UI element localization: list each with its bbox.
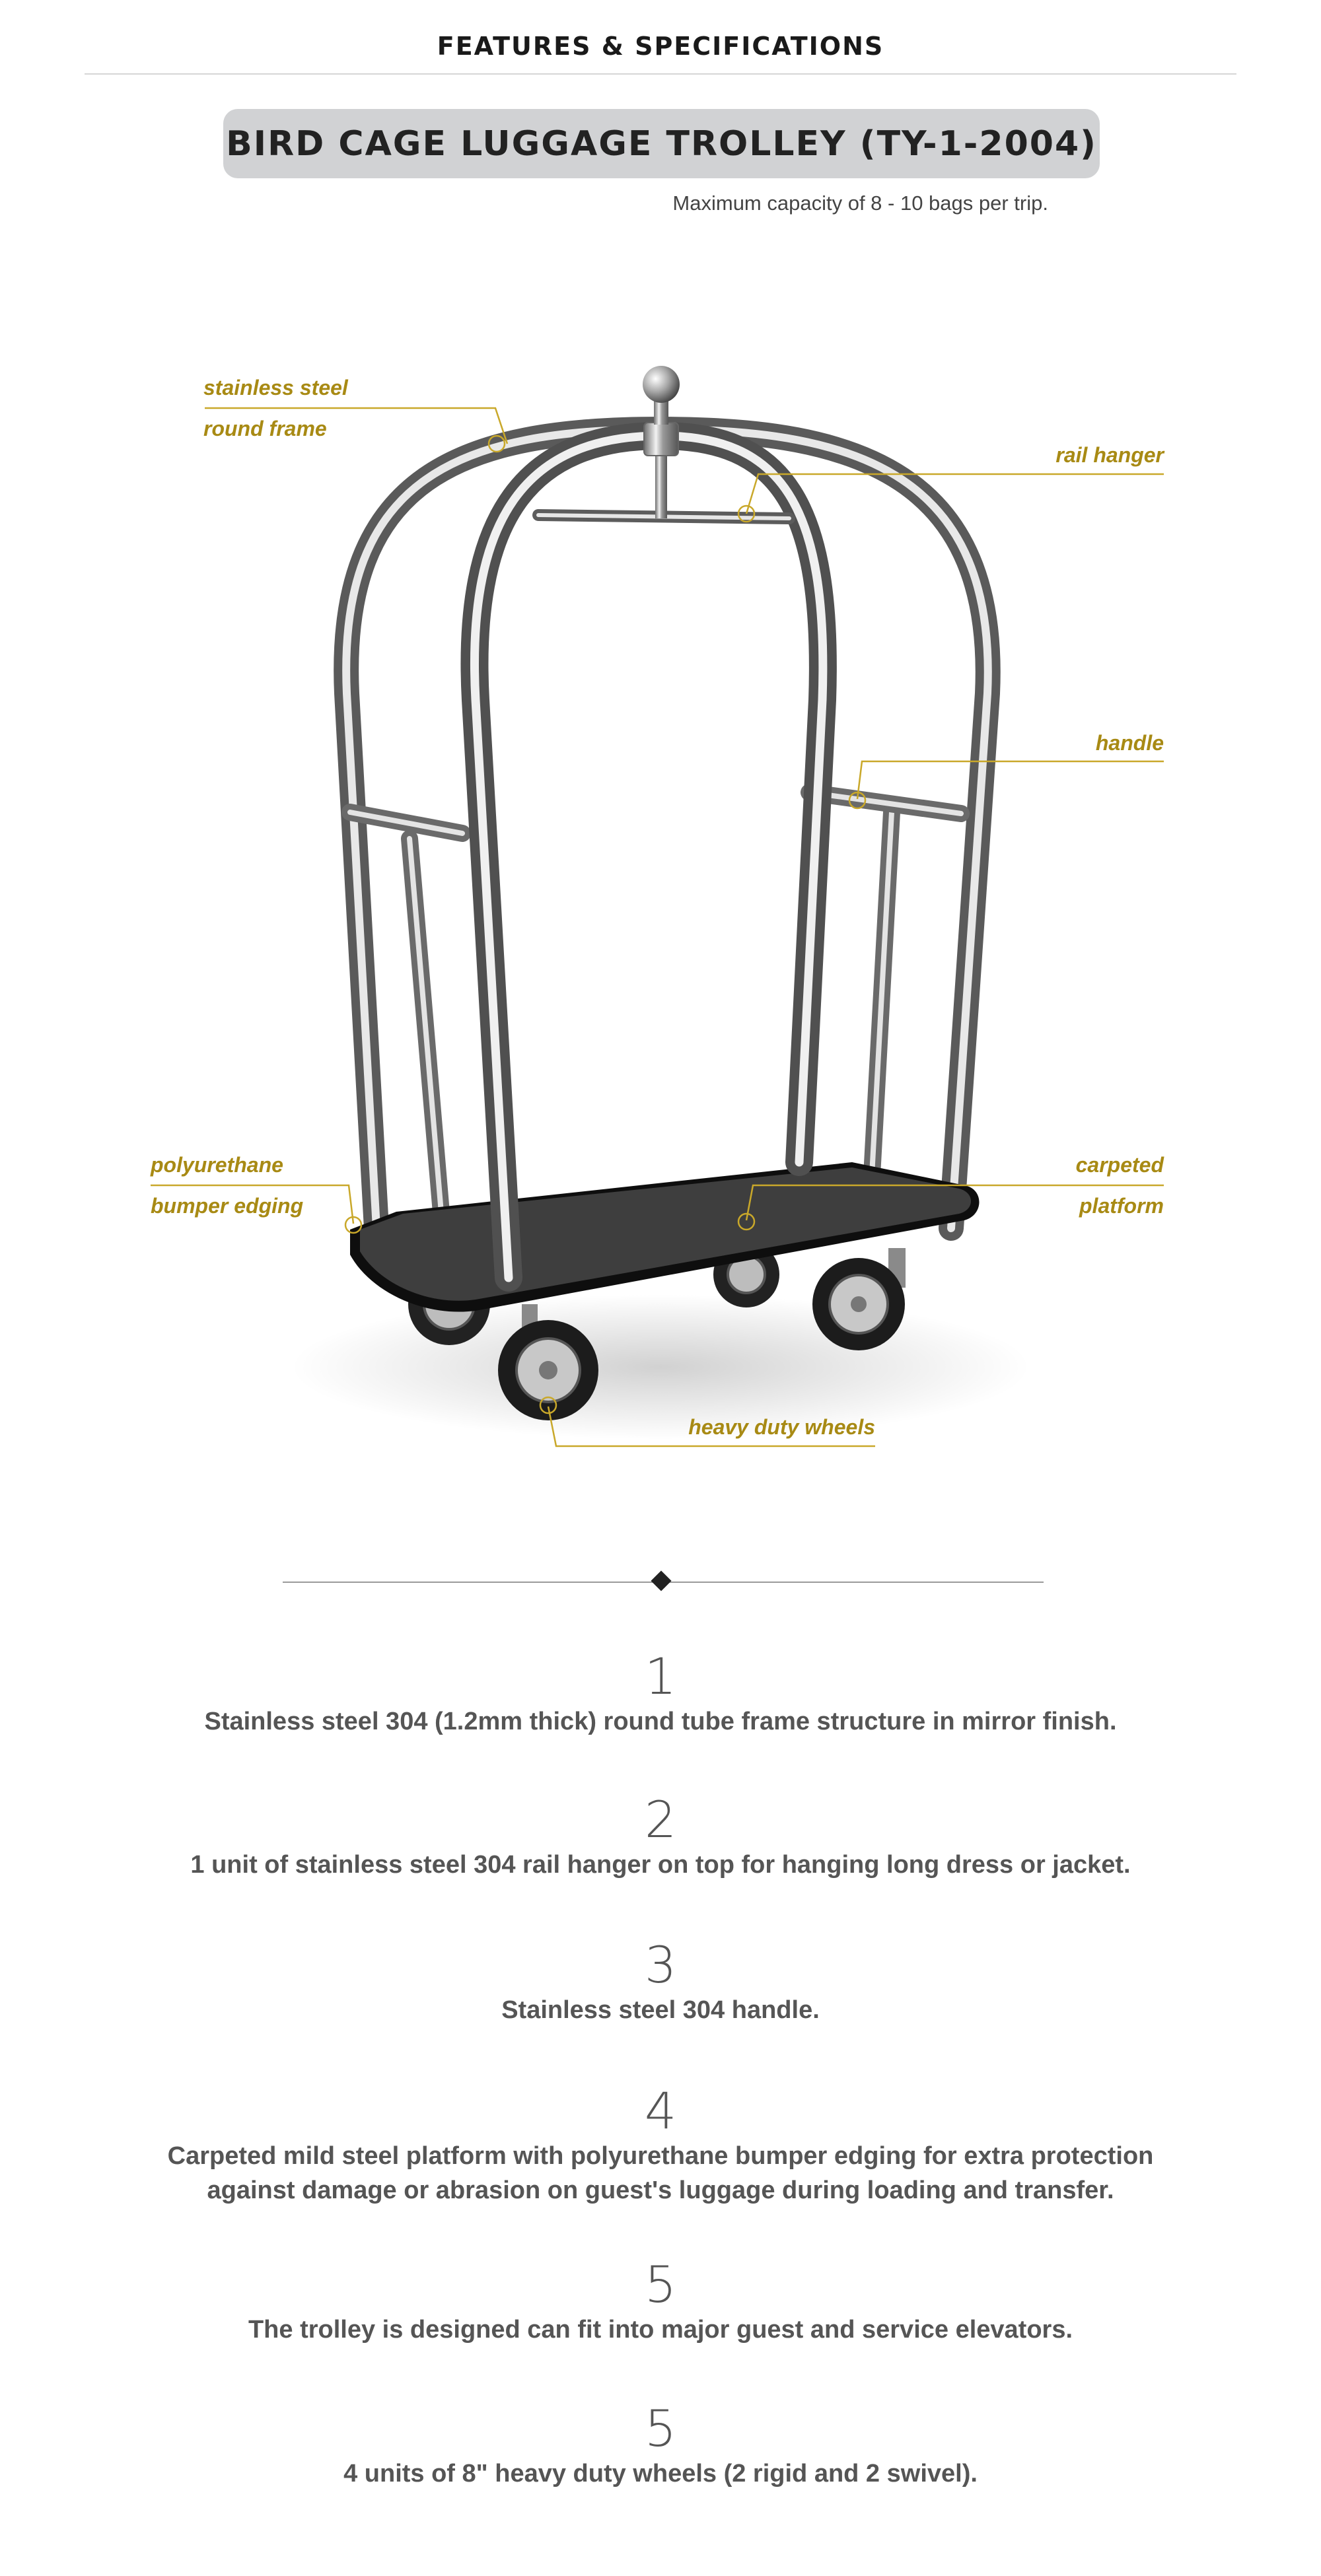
callout-bumper-line1: polyurethane	[151, 1153, 283, 1177]
callout-leaders	[151, 408, 1164, 1446]
callout-platform	[1076, 1144, 1164, 1226]
feature-text: The trolley is designed can fit into major guest and service elevators.	[248, 2316, 1073, 2344]
feature-text-line2: against damage or abrasion on guest's luggage during loading and transfer.	[207, 2176, 1114, 2204]
feature-item-6	[0, 2401, 1321, 2491]
feature-item-4	[0, 2083, 1321, 2208]
feature-text: 4 units of 8" heavy duty wheels (2 rigid and 2 swivel).	[343, 2460, 978, 2488]
callout-handle: handle	[1095, 731, 1164, 755]
feature-item-3	[0, 1937, 1321, 2027]
front-arch	[474, 436, 822, 1278]
feature-text-line1: Carpeted mild steel platform with polyurethane bumper edging for extra protection	[167, 2142, 1154, 2170]
feature-item-2	[0, 1792, 1321, 1882]
feature-number: 5	[644, 2399, 677, 2458]
callout-bumper	[151, 1144, 303, 1226]
feature-item-1	[0, 1649, 1321, 1739]
feature-text: Stainless steel 304 handle.	[501, 1996, 820, 2024]
section-title: FEATURES & SPECIFICATIONS	[437, 32, 884, 61]
feature-item-5	[0, 2257, 1321, 2347]
callout-platform-line1: carpeted	[1075, 1153, 1164, 1177]
callout-frame	[203, 367, 348, 449]
feature-number: 3	[644, 1935, 677, 1994]
feature-number: 2	[644, 1790, 677, 1849]
callout-bumper-line2: bumper edging	[151, 1194, 304, 1218]
callout-wheels: heavy duty wheels	[688, 1415, 875, 1439]
feature-number: 5	[644, 2255, 677, 2314]
product-title: BIRD CAGE LUGGAGE TROLLEY (TY-1-2004)	[226, 123, 1097, 164]
handles	[350, 792, 961, 833]
feature-text: Stainless steel 304 (1.2mm thick) round tube frame structure in mirror finish.	[204, 1708, 1117, 1735]
capacity-note: Maximum capacity of 8 - 10 bags per trip.	[672, 191, 1048, 215]
divider-diamond-icon	[651, 1570, 671, 1591]
callout-platform-line2: platform	[1079, 1194, 1164, 1218]
callout-frame-line2: round frame	[203, 417, 327, 440]
feature-number: 1	[644, 1647, 677, 1706]
floor-shadow	[291, 1294, 1030, 1440]
feature-number: 4	[644, 2081, 677, 2140]
callout-frame-line1: stainless steel	[203, 376, 348, 400]
feature-text: 1 unit of stainless steel 304 rail hanger on top for hanging long dress or jacket.	[190, 1851, 1131, 1879]
callout-rail-hanger: rail hanger	[1055, 443, 1164, 467]
